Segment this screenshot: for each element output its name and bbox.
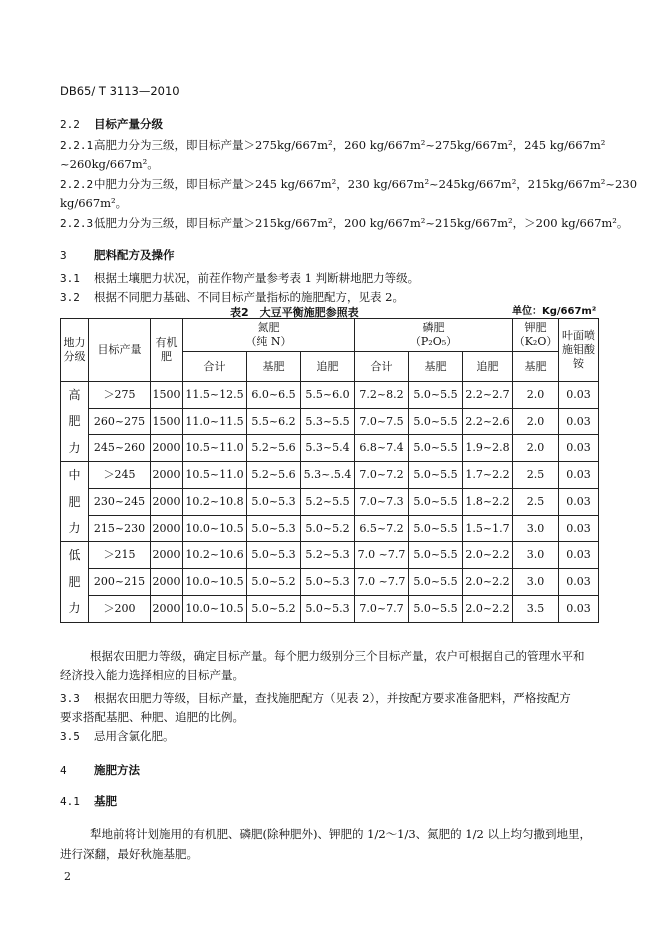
table-note-line-1: 根据农田肥力等级，确定目标产量。每个肥力级别分三个目标产量，农户可根据自己的管理水平和 [90, 649, 585, 663]
clause-number: 2.2.1 [60, 139, 94, 152]
table-row [61, 569, 599, 596]
table-cell: 5.0~5.5 [409, 462, 463, 489]
clause-3-3 [60, 690, 571, 706]
table-cell: 0.03 [559, 408, 599, 435]
table-cell: 2000 [151, 542, 183, 569]
table-cell: 2.2~2.7 [463, 382, 513, 409]
header-phosphate-name: 磷肥 [422, 321, 445, 335]
table-row [61, 515, 599, 542]
table-cell: 2.0 [513, 382, 559, 409]
table-cell: 5.0~5.5 [409, 435, 463, 462]
page-number: 2 [64, 870, 71, 883]
table-body [61, 382, 599, 623]
header-level: 地力分级 [61, 319, 89, 382]
table-cell: ＞200 [89, 595, 151, 622]
clause-2-2-2-continued: kg/667m²。 [60, 196, 128, 210]
table-cell: 6.0~6.5 [247, 382, 301, 409]
clause-text: 根据不同肥力基础、不同目标产量指标的施肥配方，见表 2。 [94, 290, 404, 304]
table-cell: 7.0~7.2 [355, 462, 409, 489]
table-cell: 2.5 [513, 462, 559, 489]
clause-text: 中肥力分为三级，即目标产量＞245 kg/667m²，230 kg/667m²~245kg/667m²，215kg/667m²~230 [94, 177, 638, 191]
clause-text: 低肥力分为三级，即目标产量＞215kg/667m²，200 kg/667m²~215kg/667m²，＞200 kg/667m²。 [94, 216, 629, 230]
header-n-topdress: 追肥 [301, 352, 355, 382]
clause-3-1 [60, 270, 419, 286]
header-nitrogen-formula: （纯 N） [245, 335, 292, 348]
header-n-total: 合计 [183, 352, 247, 382]
table-cell: 1500 [151, 382, 183, 409]
table-cell: 245~260 [89, 435, 151, 462]
table-cell: 6.8~7.4 [355, 435, 409, 462]
table-cell: 2.0~2.2 [463, 569, 513, 596]
section-number: 3 [60, 249, 67, 262]
fertility-level-char: 力 [68, 520, 81, 535]
table-cell: 5.2~5.6 [247, 435, 301, 462]
header-p-topdress: 追肥 [463, 352, 513, 382]
table-cell: 5.0~5.3 [301, 595, 355, 622]
table-cell: 0.03 [559, 542, 599, 569]
table-cell: 5.0~5.5 [409, 382, 463, 409]
table-cell: 11.0~11.5 [183, 408, 247, 435]
fertility-level-char: 力 [68, 601, 81, 616]
clause-2-2-3 [60, 215, 628, 231]
table-cell: 10.0~10.5 [183, 595, 247, 622]
header-nitrogen-name: 氮肥 [257, 321, 280, 335]
table-row [61, 382, 599, 409]
table-cell: 7.0~7.7 [355, 595, 409, 622]
table-cell: 2.5 [513, 488, 559, 515]
table-cell: 7.0~7.5 [355, 408, 409, 435]
table-cell: 5.0~5.5 [409, 569, 463, 596]
document-code: DB65/ T 3113—2010 [60, 84, 180, 98]
table-cell: 5.0~5.3 [301, 569, 355, 596]
fertility-level-char: 低 [68, 548, 81, 563]
table-cell: 6.5~7.2 [355, 515, 409, 542]
header-phosphate-formula: （P₂O₅） [409, 335, 458, 348]
header-k-base: 基肥 [513, 352, 559, 382]
table-cell: 2.2~2.6 [463, 408, 513, 435]
table-cell: 0.03 [559, 595, 599, 622]
fertility-level-cell [61, 542, 89, 622]
table-cell: 3.0 [513, 542, 559, 569]
table-cell: 2.0 [513, 435, 559, 462]
table-cell: 5.0~5.5 [409, 595, 463, 622]
section-4-heading [60, 762, 140, 778]
table-cell: 2.0~2.2 [463, 542, 513, 569]
table-cell: 5.0~5.2 [247, 569, 301, 596]
section-title: 肥料配方及操作 [94, 248, 175, 262]
table-cell: 2.0 [513, 408, 559, 435]
table-cell: 2000 [151, 595, 183, 622]
clause-2-2-1 [60, 137, 605, 153]
table-cell: 5.0~5.3 [247, 542, 301, 569]
fertilizer-reference-table [60, 318, 599, 623]
header-foliar-spray: 叶面喷施钼酸铵 [559, 319, 599, 382]
section-4-1-paragraph-line-1: 犁地前将计划施用的有机肥、磷肥(除种肥外)、钾肥的 1/2～1/3、氮肥的 1/2 以上均匀撒到地里， [90, 827, 591, 841]
table-cell: 5.3~5.5 [301, 408, 355, 435]
section-3-heading [60, 247, 175, 263]
table-row [61, 462, 599, 489]
table-cell: 5.5~6.0 [301, 382, 355, 409]
header-p-base: 基肥 [409, 352, 463, 382]
clause-number: 3.3 [60, 692, 80, 705]
clause-number: 3.5 [60, 730, 80, 743]
fertility-level-char: 高 [68, 388, 81, 402]
table-cell: 5.0~5.5 [409, 542, 463, 569]
table-cell: 0.03 [559, 382, 599, 409]
section-title: 施肥方法 [94, 763, 140, 777]
header-nitrogen [183, 319, 355, 352]
clause-number: 3.2 [60, 291, 80, 304]
table-cell: 230~245 [89, 488, 151, 515]
header-potash-formula: （K₂O） [513, 335, 558, 348]
table-caption: 表2 大豆平衡施肥参照表 [230, 306, 359, 319]
table-cell: 7.2~8.2 [355, 382, 409, 409]
table-cell: 0.03 [559, 515, 599, 542]
table-cell: ＞275 [89, 382, 151, 409]
table-cell: 1500 [151, 408, 183, 435]
table-row [61, 435, 599, 462]
table-cell: 7.0~7.3 [355, 488, 409, 515]
header-phosphate [355, 319, 513, 352]
section-number: 4.1 [60, 795, 80, 808]
table-row [61, 542, 599, 569]
table-cell: 5.0~5.2 [301, 515, 355, 542]
clause-3-2 [60, 289, 404, 305]
clause-number: 2.2.2 [60, 178, 94, 191]
table-cell: 5.0~5.5 [409, 408, 463, 435]
clause-text: 忌用含氯化肥。 [94, 729, 175, 743]
table-cell: 2000 [151, 515, 183, 542]
clause-text: 高肥力分为三级，即目标产量＞275kg/667m²，260 kg/667m²~275kg/667m²，245 kg/667m² [94, 138, 606, 152]
table-cell: 10.0~10.5 [183, 569, 247, 596]
table-cell: 10.0~10.5 [183, 515, 247, 542]
table-unit: 单位：Kg/667m² [512, 306, 597, 317]
clause-text: 根据土壤肥力状况，前茬作物产量参考表 1 判断耕地肥力等级。 [94, 271, 420, 285]
table-cell: 2000 [151, 488, 183, 515]
clause-3-5 [60, 728, 175, 744]
table-cell: 1.8~2.2 [463, 488, 513, 515]
section-title: 目标产量分级 [94, 117, 163, 131]
table-cell: 3.5 [513, 595, 559, 622]
table-cell: 10.2~10.6 [183, 542, 247, 569]
section-title: 基肥 [94, 794, 117, 808]
header-organic-fertilizer: 有机肥 [151, 319, 183, 382]
clause-3-3-continued: 要求搭配基肥、种肥、追肥的比例。 [60, 710, 244, 724]
fertility-level-char: 肥 [68, 414, 81, 429]
table-row [61, 488, 599, 515]
table-cell: 7.0 ~7.7 [355, 569, 409, 596]
header-n-base: 基肥 [247, 352, 301, 382]
table-cell: 2000 [151, 435, 183, 462]
fertility-level-cell [61, 462, 89, 542]
table-cell: 5.2~5.5 [301, 488, 355, 515]
fertility-level-char: 肥 [68, 574, 81, 589]
table-cell: 1.7~2.2 [463, 462, 513, 489]
table-cell: 10.5~11.0 [183, 435, 247, 462]
section-4-1-heading [60, 793, 117, 809]
table-cell: 10.2~10.8 [183, 488, 247, 515]
header-potash [513, 319, 559, 352]
table-cell: 3.0 [513, 515, 559, 542]
table-cell: 0.03 [559, 569, 599, 596]
table-cell: 200~215 [89, 569, 151, 596]
table-cell: 260~275 [89, 408, 151, 435]
table-note-line-2: 经济投入能力选择相应的目标产量。 [60, 668, 244, 682]
table-cell: 0.03 [559, 435, 599, 462]
section-number: 2.2 [60, 118, 80, 131]
table-cell: 7.0 ~7.7 [355, 542, 409, 569]
table-cell: 2000 [151, 569, 183, 596]
fertility-level-char: 力 [68, 440, 81, 455]
table-cell: 2000 [151, 462, 183, 489]
section-2-2-heading [60, 116, 163, 132]
clause-2-2-2 [60, 176, 637, 192]
table-cell: ＞215 [89, 542, 151, 569]
table-cell: ＞245 [89, 462, 151, 489]
table-cell: 2.0~2.2 [463, 595, 513, 622]
fertility-level-char: 肥 [68, 494, 81, 509]
table-cell: 1.5~1.7 [463, 515, 513, 542]
header-target-yield: 目标产量 [89, 319, 151, 382]
fertility-level-char: 中 [68, 468, 81, 483]
table-cell: 5.2~5.3 [301, 542, 355, 569]
table-cell: 5.5~6.2 [247, 408, 301, 435]
section-4-1-paragraph-line-2: 进行深翻，最好秋施基肥。 [60, 847, 198, 861]
table-cell: 0.03 [559, 462, 599, 489]
table-cell: 3.0 [513, 569, 559, 596]
table-cell: 5.2~5.6 [247, 462, 301, 489]
table-cell: 5.3~.5.4 [301, 462, 355, 489]
table-cell: 5.3~5.4 [301, 435, 355, 462]
header-potash-name: 钾肥 [524, 321, 547, 335]
table-cell: 11.5~12.5 [183, 382, 247, 409]
table-cell: 1.9~2.8 [463, 435, 513, 462]
table-cell: 5.0~5.3 [247, 515, 301, 542]
fertility-level-cell [61, 382, 89, 462]
clause-number: 3.1 [60, 272, 80, 285]
table-cell: 5.0~5.5 [409, 488, 463, 515]
clause-number: 2.2.3 [60, 217, 94, 230]
table-row [61, 408, 599, 435]
table-cell: 215~230 [89, 515, 151, 542]
table-cell: 5.0~5.5 [409, 515, 463, 542]
table-cell: 0.03 [559, 488, 599, 515]
section-number: 4 [60, 764, 67, 777]
table-cell: 5.0~5.2 [247, 595, 301, 622]
clause-text: 根据农田肥力等级，目标产量，查找施肥配方（见表 2），并按配方要求准备肥料，严格按配方 [94, 691, 571, 705]
clause-2-2-1-continued: ~260kg/667m²。 [60, 157, 159, 171]
table-cell: 10.5~11.0 [183, 462, 247, 489]
table-row [61, 595, 599, 622]
header-p-total: 合计 [355, 352, 409, 382]
table-cell: 5.0~5.3 [247, 488, 301, 515]
